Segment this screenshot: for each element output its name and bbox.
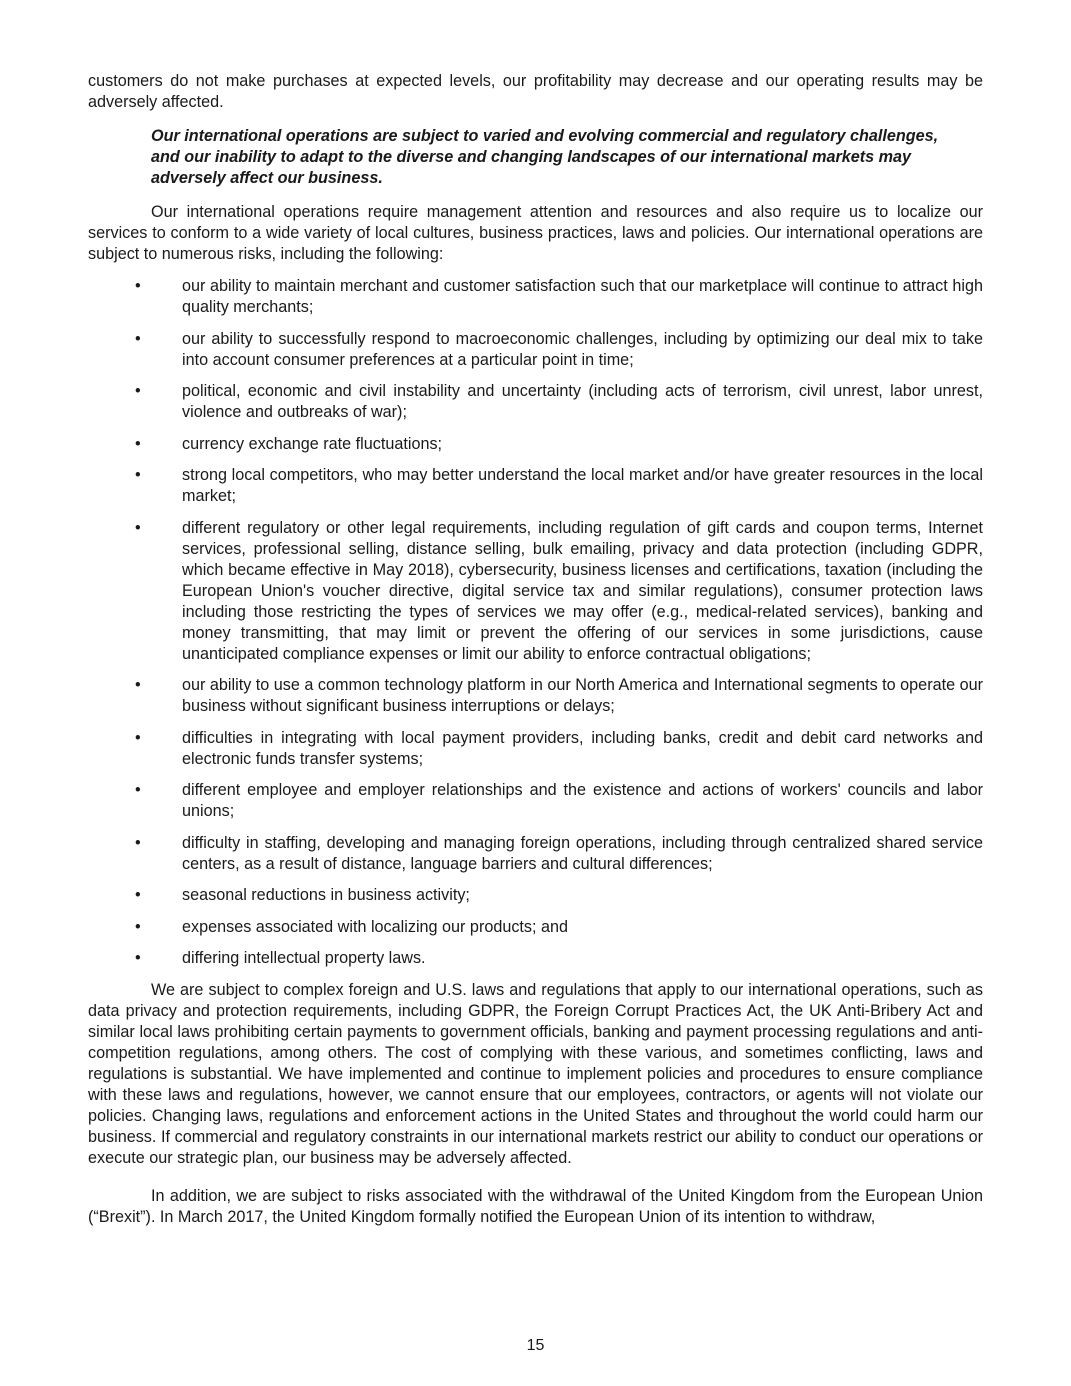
list-item-text: difficulties in integrating with local payment providers, including banks, credit and debit card networks and electronic funds transfer systems; bbox=[182, 728, 983, 768]
list-item bbox=[88, 728, 983, 770]
bullet-icon: • bbox=[135, 518, 141, 537]
section-heading: Our international operations are subject to varied and evolving commercial and regulatory challenges, and our inability to adapt to the diverse and changing landscapes of our international markets may adversely affect our business. bbox=[151, 127, 939, 187]
list-item bbox=[88, 276, 983, 318]
bullet-icon: • bbox=[135, 434, 141, 453]
list-item-text: different employee and employer relationships and the existence and actions of workers' councils and labor unions; bbox=[182, 781, 983, 820]
bullet-icon: • bbox=[135, 917, 141, 936]
bullet-icon: • bbox=[135, 329, 141, 348]
list-item bbox=[88, 675, 983, 717]
list-item bbox=[88, 465, 983, 507]
bullet-icon: • bbox=[135, 833, 141, 852]
lead-paragraph: customers do not make purchases at expected levels, our profitability may decrease and our operating results may be adversely affected. bbox=[88, 72, 983, 111]
bullet-icon: • bbox=[135, 728, 141, 747]
list-item-text: differing intellectual property laws. bbox=[182, 949, 426, 967]
list-item bbox=[88, 518, 983, 665]
list-item bbox=[88, 329, 983, 371]
list-item bbox=[88, 948, 983, 969]
risk-list bbox=[88, 276, 983, 969]
list-item-text: our ability to successfully respond to macroeconomic challenges, including by optimizing our deal mix to take into account consumer preferences at a particular point in time; bbox=[182, 329, 983, 369]
brexit-paragraph: In addition, we are subject to risks associated with the withdrawal of the United Kingdom from the European Union (“Brexit”). In March 2017, the United Kingdom formally notified the European Union of its intention to withdraw, bbox=[88, 1187, 983, 1226]
list-item-text: strong local competitors, who may better understand the local market and/or have greater resources in the local market; bbox=[182, 466, 983, 505]
list-item-text: different regulatory or other legal requirements, including regulation of gift cards and coupon terms, Internet services, professional selling, distance selling, bulk emailing, privacy and data protection (including GDPR, which became effective in May 2018), cybersecurity, business licenses and certifications, taxation (including the European Union's voucher directive, digital service tax and similar regulations), consumer protection laws including those restricting the types of services we may offer (e.g., medical-related services), banking and money transmitting, that may limit or prevent the offering of our services in some jurisdictions, cause unanticipated compliance expenses or limit our ability to enforce contractual obligations; bbox=[182, 518, 983, 663]
bullet-icon: • bbox=[135, 949, 141, 967]
compliance-paragraph: We are subject to complex foreign and U.S. laws and regulations that apply to our international operations, such as data privacy and protection requirements, including GDPR, the Foreign Corrupt Practices Act, the UK Anti-Bribery Act and similar local laws prohibiting certain payments to government officials, banking and payment processing regulations and anti-competition regulations, among others. The cost of complying with these various, and sometimes conflicting, laws and regulations is substantial. We have implemented and continue to implement policies and procedures to ensure compliance with these laws and regulations, however, we cannot ensure that our employees, contractors, or agents will not violate our policies. Changing laws, regulations and enforcement actions in the United States and throughout the world could harm our business. If commercial and regulatory constraints in our international markets restrict our ability to conduct our operations or execute our strategic plan, our business may be adversely affected. bbox=[88, 981, 983, 1167]
list-item-text: our ability to use a common technology platform in our North America and International segments to operate our business without significant business interruptions or delays; bbox=[182, 676, 983, 715]
list-item bbox=[88, 833, 983, 875]
list-item-text: seasonal reductions in business activity; bbox=[182, 886, 470, 904]
list-item-text: our ability to maintain merchant and customer satisfaction such that our marketplace will continue to attract high quality merchants; bbox=[182, 277, 983, 316]
list-item-text: currency exchange rate fluctuations; bbox=[182, 434, 443, 453]
list-item-text: difficulty in staffing, developing and managing foreign operations, including through centralized shared service centers, as a result of distance, language barriers and cultural differences; bbox=[182, 833, 983, 873]
list-item-text: political, economic and civil instability and uncertainty (including acts of terrorism, civil unrest, labor unrest, violence and outbreaks of war); bbox=[182, 382, 983, 421]
list-item bbox=[88, 434, 983, 455]
bullet-icon: • bbox=[135, 382, 141, 400]
list-item bbox=[88, 381, 983, 423]
bullet-icon: • bbox=[135, 466, 141, 484]
bullet-icon: • bbox=[135, 676, 141, 694]
list-item bbox=[88, 780, 983, 822]
document-page bbox=[88, 71, 983, 1228]
intro-paragraph: Our international operations require management attention and resources and also require us to localize our services to conform to a wide variety of local cultures, business practices, laws and policies. Our international operations are subject to numerous risks, including the following: bbox=[88, 203, 983, 263]
bullet-icon: • bbox=[135, 277, 141, 295]
bullet-icon: • bbox=[135, 781, 141, 799]
list-item bbox=[88, 885, 983, 906]
page-number: 15 bbox=[526, 1337, 545, 1354]
list-item bbox=[88, 917, 983, 938]
list-item-text: expenses associated with localizing our products; and bbox=[182, 917, 569, 936]
bullet-icon: • bbox=[135, 886, 141, 904]
